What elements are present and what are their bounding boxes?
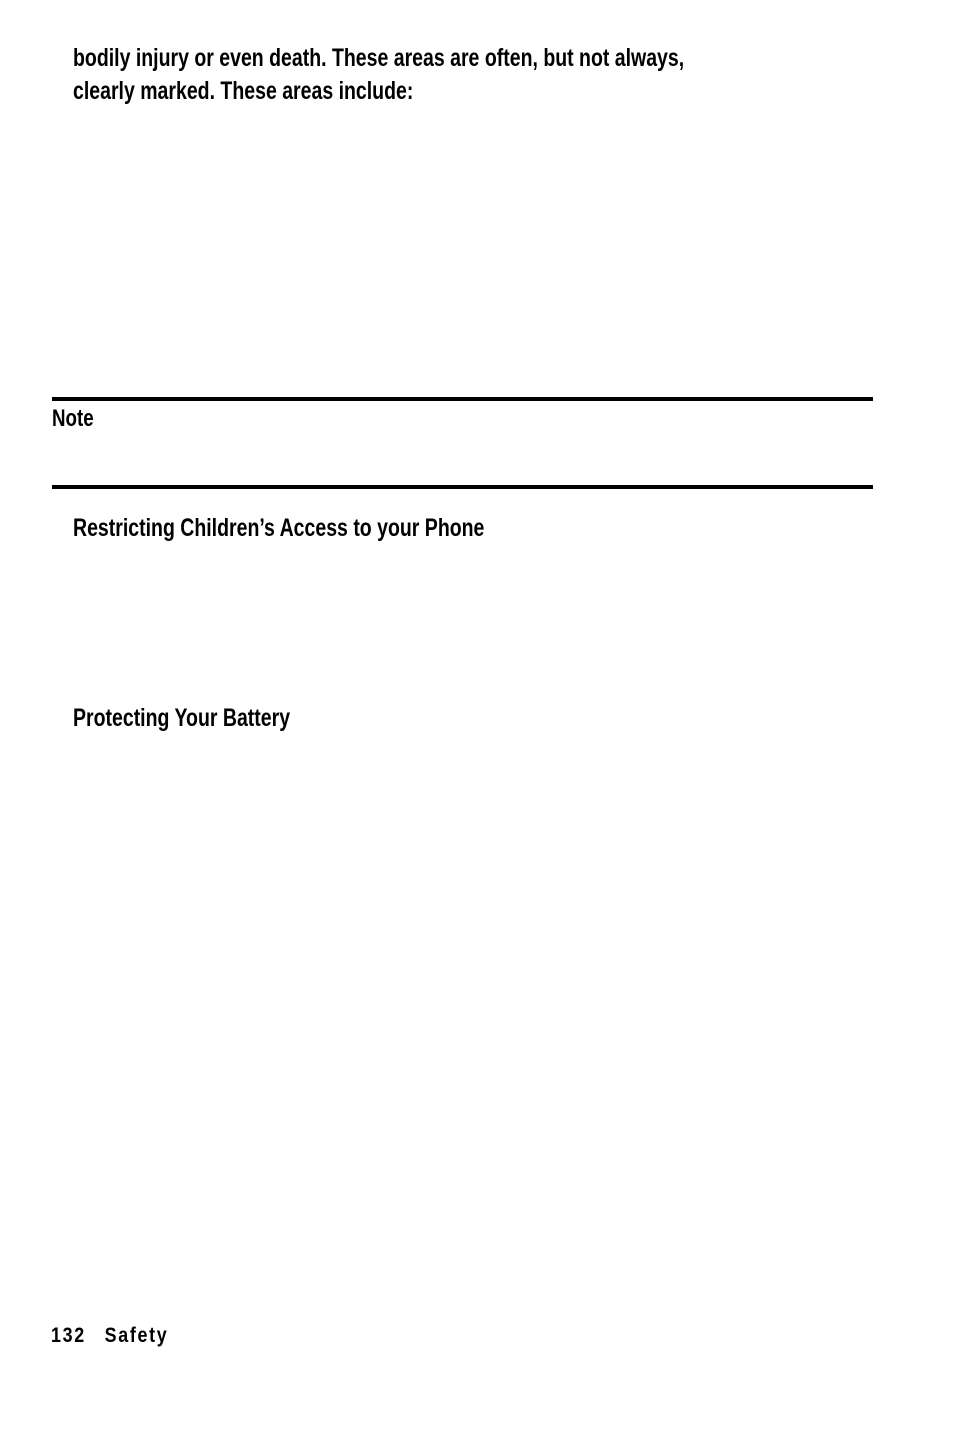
footer-section-name: Safety [104,1324,169,1347]
heading-protecting-battery: Protecting Your Battery [73,704,291,732]
page-footer [51,1323,168,1349]
note-top-rule [52,397,873,401]
heading-restricting-children-access: Restricting Children’s Access to your Phone [73,514,485,542]
intro-paragraph [73,42,833,108]
note-bottom-rule [52,485,873,489]
note-label: Note [52,405,94,432]
intro-line-2: clearly marked. These areas include: [73,77,414,105]
intro-line-1: bodily injury or even death. These areas are often, but not always, [73,44,685,72]
page-number: 132 [51,1324,86,1347]
